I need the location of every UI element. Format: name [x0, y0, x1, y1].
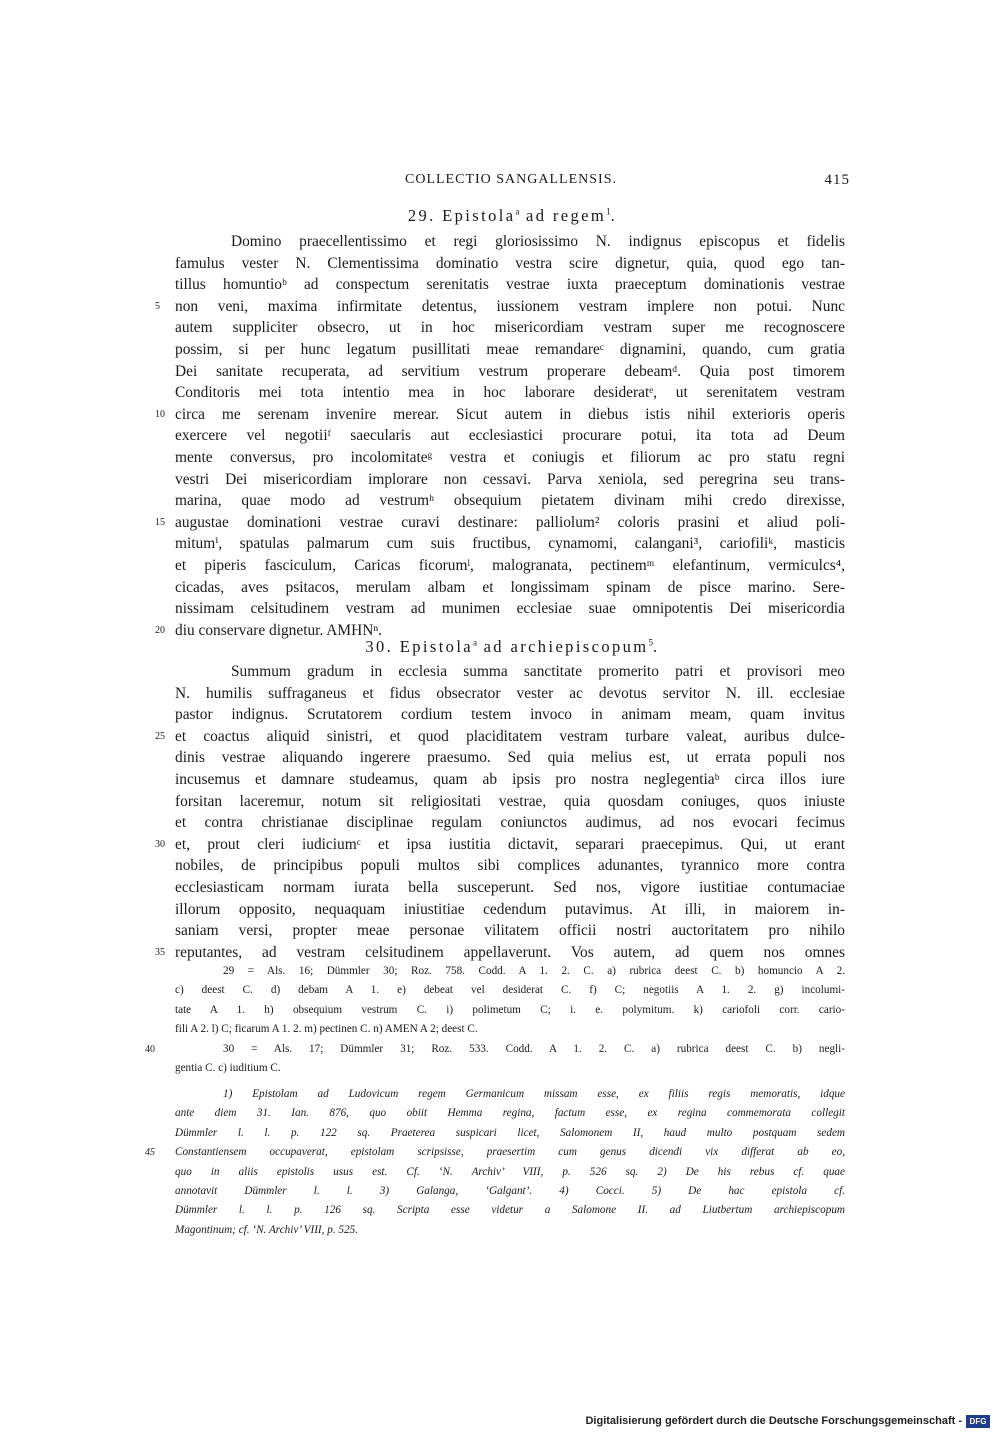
text-line: cicadas, aves psitacos, merulam albam et longissimam spinam de pisce marino. Sere- — [175, 578, 845, 596]
line-number: 25 — [155, 730, 165, 742]
text-line: tillus homuntioᵇ ad conspectum serenitatis vestrae iuxta praeceptum dominationis vestrae — [175, 276, 845, 294]
apparatus-line: fili A 2. l) C; ficarum A 1. 2. m) pectinen C. n) AMEN A 2; deest C. — [175, 1023, 478, 1036]
text-line: saniam versi, propter meae personae vilitatem officii nostri auctoritatem pro nihilo — [175, 922, 845, 940]
line-number: 20 — [155, 624, 165, 636]
dfg-logo: DFG — [966, 1415, 990, 1428]
apparatus-line: c) deest C. d) debam A 1. e) debeat vel desiderat C. f) C; negotiis A 1. 2. g) incolumi- — [175, 984, 845, 997]
text-line: Conditoris mei tota intentio mea in hoc laborare desideratᵉ, ut serenitatem vestram — [175, 384, 845, 402]
text-line: 5 non veni, maxima infirmitate detentus, iussionem vestram implere non potui. Nunc — [175, 296, 845, 318]
text-line: 15 augustae dominationi vestrae curavi destinare: palliolum² coloris prasini et aliud poli- — [175, 512, 845, 534]
text-line: Dei sanitate recuperata, ad servitium vestrum properare debeamᵈ. Quia post timorem — [175, 362, 845, 380]
text-line: pastor indignus. Scrutatorem cordium testem invoco in animam meam, quam invitus — [175, 706, 845, 724]
line-number: 35 — [155, 946, 165, 958]
text-line: exercere vel negotiiᶠ saecularis aut ecclesiastici procurare potui, ita tota ad Deum — [175, 427, 845, 445]
apparatus-line: 40 30 = Als. 17; Dümmler 31; Roz. 533. Codd. A 1. 2. C. a) rubrica deest C. b) negli- — [175, 1040, 845, 1059]
text-line: incusemus et damnare studeamus, quam ab ipsis pro nostra neglegentiaᵇ circa illos iure — [175, 770, 845, 788]
footnote-line: annotavit Dümmler l. l. 3) Galanga, ‘Galgant’. 4) Cocci. 5) De hac epistola cf. — [175, 1184, 845, 1197]
line-number: 30 — [155, 838, 165, 850]
epistola-30-text — [155, 661, 845, 963]
digitization-credit — [585, 1412, 990, 1430]
critical-apparatus — [145, 962, 845, 1078]
footnote-line: Dümmler l. l. p. 126 sq. Scripta esse videtur a Salomone II. ad Liutbertum archiepiscopum — [175, 1204, 845, 1217]
credit-text: Digitalisierung gefördert durch die Deutsche Forschungsgemeinschaft - — [585, 1415, 962, 1427]
text-line: et contra christianae disciplinae regulam coniunctos audimus, ad nos evocari fecimus — [175, 814, 845, 832]
text-line: nissimam celsitudinem vestram ad munimen ecclesiae suae omnipotentis Dei misericordia — [175, 600, 845, 618]
text-line: Domino praecellentissimo et regi gloriosissimo N. indignus episcopus et fidelis — [231, 233, 845, 250]
text-line: 30 et, prout cleri iudiciumᶜ et ipsa iustitia dictavit, separari praecepimus. Qui, ut erant — [175, 834, 845, 856]
text-line: illorum opposito, nequaquam iniustitiae cedendum putavimus. At illi, in maiorem in- — [175, 900, 845, 918]
text-line: autem suppliciter obsecro, ut in hoc misericordiam vestram super me recognoscere — [175, 319, 845, 337]
line-number: 45 — [145, 1147, 155, 1159]
line-number: 40 — [145, 1043, 155, 1055]
running-title: COLLECTIO SANGALLENSIS. — [405, 172, 617, 187]
footnote-line: 1) Epistolam ad Ludovicum regem Germanicum missam esse, ex filiis regis memoratis, idque — [223, 1088, 845, 1100]
text-line: dinis vestrae aliquando ingerere praesumo. Sed quia melius est, ut errata populi nos — [175, 749, 845, 767]
page-header — [175, 172, 850, 194]
heading-epistola-30: 30. Epistola$^a$ ad archiepiscopum$^5$. — [365, 637, 660, 656]
text-line: et piperis fasciculum, Caricas ficorumˡ, malogranata, pectinemᵐ elefantinum, vermiculcs⁴, — [175, 556, 845, 574]
heading-epistola-29: 29. Epistola$^a$ ad regem$^1$. — [407, 206, 618, 225]
footnote-line: Dümmler l. l. p. 122 sq. Praeterea suspicari licet, Salomonem II, haud multo postquam sedem — [175, 1126, 845, 1139]
text-line: famulus vester N. Clementissima dominatio vestra scire dignetur, quia, quod ego tan- — [175, 254, 845, 272]
apparatus-line: tate A 1. h) obsequium vestrum C. i) polimetum C; i. e. polymitum. k) cariofoli corr. cario- — [175, 1003, 845, 1016]
footnote-line: 45 Constantiensem occupaverat, epistolam scripsisse, praesertim cum genus dicendi vix differat ab eo, — [175, 1143, 845, 1162]
text-line: marina, quae modo ad vestrumʰ obsequium pietatem divinam mihi credo direxisse, — [175, 492, 845, 510]
line-number: 10 — [155, 408, 165, 420]
text-line: mente conversus, pro incolomitateᵍ vestra et coniugis et filiorum ac pro statu regni — [175, 448, 845, 466]
text-line: N. humilis suffraganeus et fidus obsecrator vester ac devotus servitor N. ill. ecclesiae — [175, 684, 845, 702]
text-line: forsitan laceremur, notum sit religiositati vestrae, quia quosdam coniuges, quos iniuste — [175, 792, 845, 810]
text-line: ecclesiasticam normam iurata bella susceperunt. Sed nos, vigore iustitiae contumaciae — [175, 878, 845, 896]
line-number: 15 — [155, 516, 165, 528]
text-line: nobiles, de principibus populi multos sibi complices adunantes, tyrannico more contra — [175, 857, 845, 875]
footnotes — [145, 1085, 845, 1240]
text-line: mitumⁱ, spatulas palmarum cum suis fructibus, cynamomi, calangani³, cariofiliᵏ, masticis — [175, 535, 845, 553]
text-line: 35 reputantes, ad vestram celsitudinem appellaverunt. Vos autem, ad quem nos omnes — [175, 942, 845, 964]
footnote-line: ante diem 31. Ian. 876, quo obiit Hemma regina, factum esse, ex regina commemorata collegit — [175, 1107, 845, 1120]
text-line: 10 circa me serenam invenire merear. Sicut autem in diebus istis nihil exterioris operis — [175, 404, 845, 426]
footnote-line: Magontinum; cf. ‘N. Archiv’ VIII, p. 525. — [175, 1223, 359, 1236]
line-number: 5 — [155, 300, 160, 312]
text-line: 25 et coactus aliquid sinistri, et quod placiditatem vestram turbare valeat, auribus dulce- — [175, 726, 845, 748]
apparatus-line: 29 = Als. 16; Dümmler 30; Roz. 758. Codd. A 1. 2. C. a) rubrica deest C. b) homuncio A 2. — [223, 965, 845, 977]
text-line: 20 diu conservare dignetur. AMHNⁿ. — [175, 620, 845, 642]
text-line: Summum gradum in ecclesia summa sanctitate promerito patri et provisori meo — [231, 663, 845, 680]
text-line: possim, si per hunc legatum pusillitati meae remandareᶜ dignamini, quando, cum gratia — [175, 340, 845, 358]
epistola-29-text — [155, 231, 845, 641]
page-number: 415 — [824, 172, 850, 188]
text-line: vestri Dei misericordiam implorare non cessavi. Parva xeniola, sed peregrina seu trans- — [175, 470, 845, 488]
footnote-line: quo in aliis epistolis usus est. Cf. ‘N. Archiv’ VIII, p. 526 sq. 2) De his rebus cf. quae — [175, 1165, 845, 1178]
apparatus-line: gentia C. c) iuditium C. — [175, 1061, 281, 1074]
